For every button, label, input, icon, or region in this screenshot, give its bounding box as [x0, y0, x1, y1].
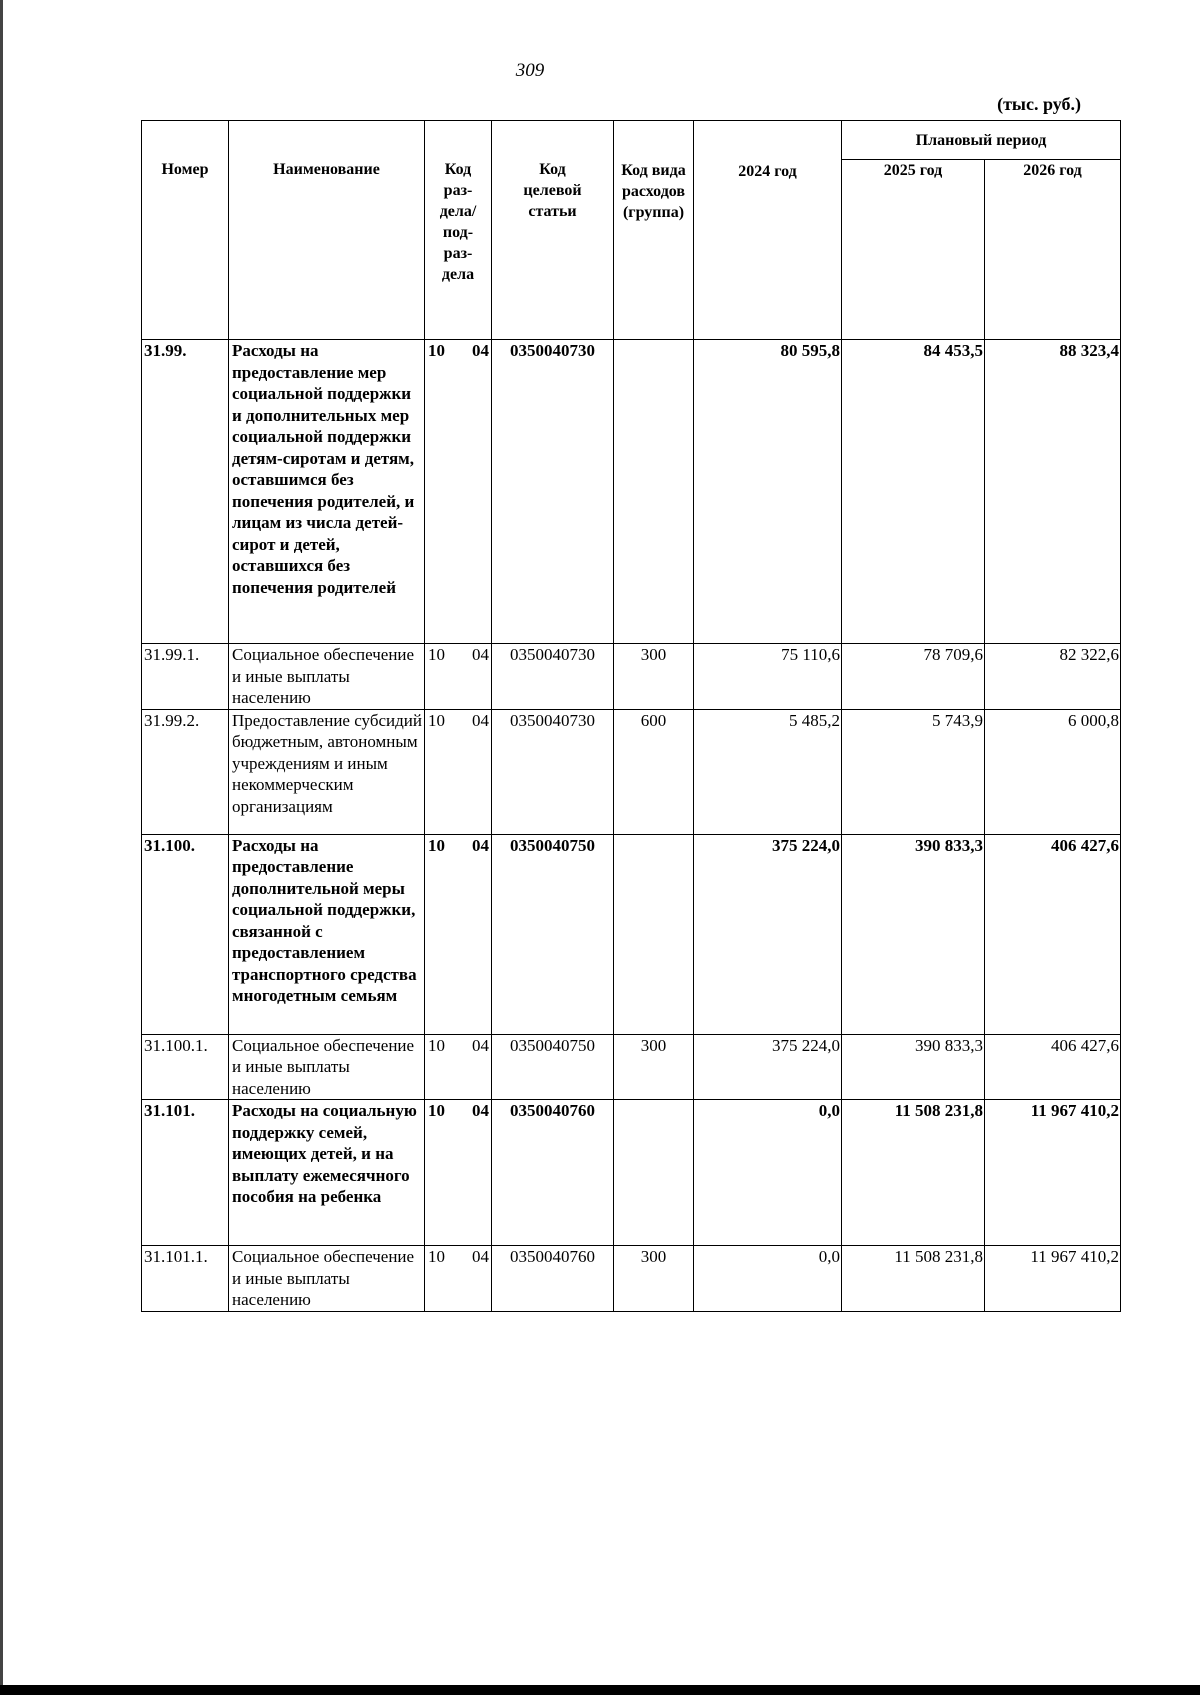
row-expense-kind: [614, 1100, 694, 1246]
row-value-2024: 0,0: [694, 1246, 842, 1312]
row-expense-kind: 300: [614, 1246, 694, 1312]
row-value-2024: 5 485,2: [694, 709, 842, 834]
row-value-2025: 390 833,3: [842, 834, 985, 1034]
row-number: 31.99.: [142, 340, 229, 644]
header-row-1: [142, 121, 1121, 160]
row-target-code: 0350040750: [492, 1034, 614, 1100]
header-2026: 2026 год: [985, 160, 1121, 340]
row-target-code: 0350040730: [492, 644, 614, 710]
row-section-code: [425, 709, 492, 834]
row-number: 31.99.2.: [142, 709, 229, 834]
row-number: 31.99.1.: [142, 644, 229, 710]
header-section: [425, 121, 492, 340]
row-section: 10: [428, 1101, 445, 1120]
table-row: [142, 1034, 1121, 1100]
table-row: [142, 834, 1121, 1034]
row-subsection: 04: [472, 1247, 489, 1266]
row-value-2024: 80 595,8: [694, 340, 842, 644]
row-value-2024: 0,0: [694, 1100, 842, 1246]
row-expense-kind: [614, 834, 694, 1034]
row-name: Социальное обеспечение и иные выплаты населению: [229, 644, 425, 710]
row-target-code: 0350040730: [492, 340, 614, 644]
row-subsection: 04: [472, 710, 489, 730]
row-name: Предоставление субсидий бюджетным, автономным учреждениям и иным некоммерческим организациям: [229, 709, 425, 834]
row-value-2026: 406 427,6: [985, 834, 1121, 1034]
row-target-code: 0350040760: [492, 1246, 614, 1312]
header-target-text: Код целевой статьи: [523, 161, 582, 220]
row-value-2025: 11 508 231,8: [842, 1246, 985, 1312]
row-value-2024: 75 110,6: [694, 644, 842, 710]
table-body: [142, 340, 1121, 1312]
row-name: Расходы на предоставление мер социальной поддержки и дополнительных мер социальной поддержки детям-сиротам и детям, оставшимся без попечения родителей, и лицам из числа детей-сирот и детей, оставшихся без попечения родителей: [229, 340, 425, 644]
row-expense-kind: [614, 340, 694, 644]
row-subsection: 04: [472, 1101, 489, 1120]
header-section-text: Код раз-дела/ под-раз-дела: [439, 161, 477, 283]
row-value-2026: 11 967 410,2: [985, 1100, 1121, 1246]
row-target-code: 0350040730: [492, 709, 614, 834]
row-value-2026: 82 322,6: [985, 644, 1121, 710]
header-number: Номер: [142, 121, 229, 340]
row-name: Расходы на предоставление дополнительной меры социальной поддержки, связанной с предоставлением транспортного средства многодетным семьям: [229, 834, 425, 1034]
scan-left-edge: [0, 0, 3, 1695]
header-2024: 2024 год: [694, 121, 842, 340]
row-number: 31.100.: [142, 834, 229, 1034]
row-subsection: 04: [472, 341, 489, 360]
row-subsection: 04: [472, 645, 489, 664]
row-section-code: [425, 644, 492, 710]
row-value-2025: 84 453,5: [842, 340, 985, 644]
budget-table: [141, 120, 1121, 1312]
table-row: [142, 340, 1121, 644]
row-value-2025: 5 743,9: [842, 709, 985, 834]
row-section: 10: [428, 710, 445, 730]
row-subsection: 04: [472, 1035, 489, 1055]
row-value-2025: 11 508 231,8: [842, 1100, 985, 1246]
header-kind: Код вида расходов (группа): [614, 121, 694, 340]
units-label: (тыс. руб.): [997, 94, 1081, 114]
row-number: 31.101.: [142, 1100, 229, 1246]
row-section-code: [425, 340, 492, 644]
row-expense-kind: 300: [614, 1034, 694, 1100]
row-expense-kind: 300: [614, 644, 694, 710]
row-section: 10: [428, 1247, 445, 1266]
row-expense-kind: 600: [614, 709, 694, 834]
row-value-2026: 406 427,6: [985, 1034, 1121, 1100]
row-target-code: 0350040750: [492, 834, 614, 1034]
row-section-code: [425, 834, 492, 1034]
row-target-code: 0350040760: [492, 1100, 614, 1246]
scan-bottom-edge: [0, 1685, 1200, 1695]
table-row: [142, 644, 1121, 710]
table-row: [142, 1246, 1121, 1312]
header-planned-period: Плановый период: [842, 121, 1121, 160]
row-section: 10: [428, 341, 445, 360]
row-value-2026: 6 000,8: [985, 709, 1121, 834]
row-value-2025: 390 833,3: [842, 1034, 985, 1100]
row-section: 10: [428, 645, 445, 664]
row-number: 31.100.1.: [142, 1034, 229, 1100]
row-value-2024: 375 224,0: [694, 834, 842, 1034]
header-2025: 2025 год: [842, 160, 985, 340]
row-value-2026: 88 323,4: [985, 340, 1121, 644]
row-name: Социальное обеспечение и иные выплаты населению: [229, 1246, 425, 1312]
row-section-code: [425, 1100, 492, 1246]
row-section-code: [425, 1246, 492, 1312]
table-row: [142, 709, 1121, 834]
table-row: [142, 1100, 1121, 1246]
header-target: [492, 121, 614, 340]
row-value-2024: 375 224,0: [694, 1034, 842, 1100]
row-subsection: 04: [472, 835, 489, 855]
row-section-code: [425, 1034, 492, 1100]
row-value-2026: 11 967 410,2: [985, 1246, 1121, 1312]
row-name: Социальное обеспечение и иные выплаты населению: [229, 1034, 425, 1100]
row-section: 10: [428, 1035, 445, 1055]
row-value-2025: 78 709,6: [842, 644, 985, 710]
row-number: 31.101.1.: [142, 1246, 229, 1312]
row-name: Расходы на социальную поддержку семей, имеющих детей, и на выплату ежемесячного пособия на ребенка: [229, 1100, 425, 1246]
row-section: 10: [428, 835, 445, 855]
header-name: Наименование: [229, 121, 425, 340]
page-number: 309: [515, 60, 545, 81]
